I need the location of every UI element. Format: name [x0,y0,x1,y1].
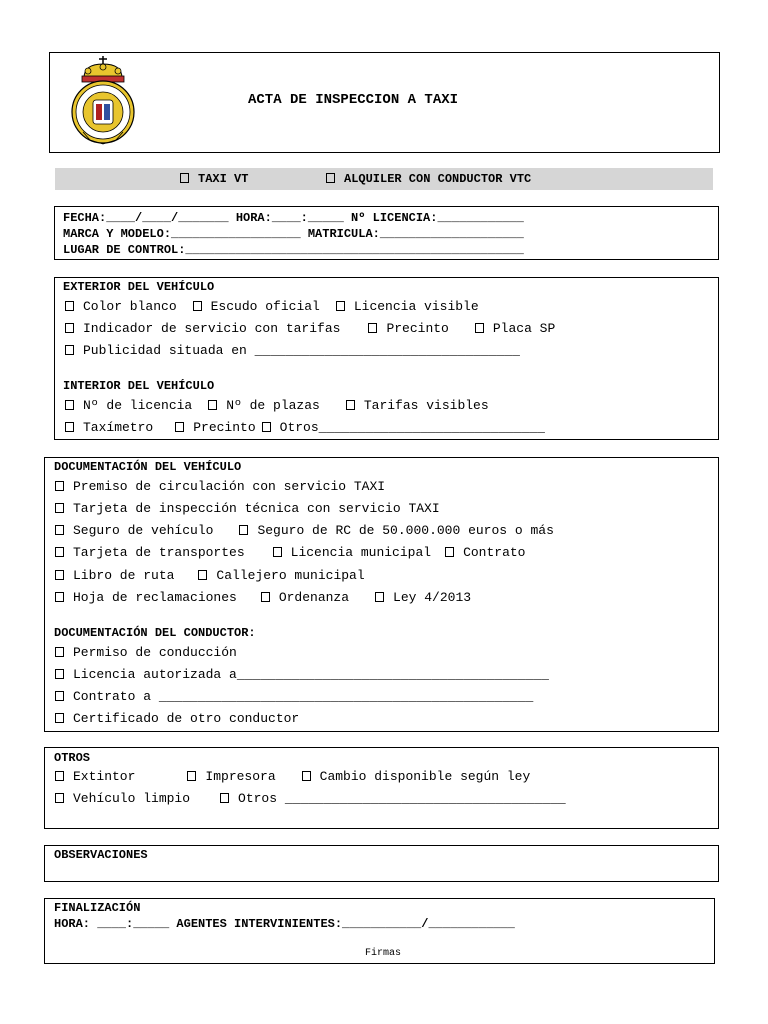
doc-vehicle-row-5: Libro de ruta Callejero municipal [55,568,365,584]
checkbox[interactable] [55,547,64,557]
checkbox[interactable] [239,525,248,535]
checkbox[interactable] [302,771,311,781]
finalization-heading: FINALIZACIÓN [54,901,141,915]
others-row-1: Extintor Impresora Cambio disponible según ley [55,769,530,785]
checkbox[interactable] [220,793,229,803]
interior-row-1: Nº de licencia Nº de plazas Tarifas visibles [65,398,489,414]
checkbox[interactable] [65,400,74,410]
doc-vehicle-heading: DOCUMENTACIÓN DEL VEHÍCULO [54,460,242,474]
checkbox[interactable] [368,323,377,333]
checkbox[interactable] [55,771,64,781]
signatures-label: Firmas [365,948,402,959]
checkbox[interactable] [326,173,335,183]
page-title: ACTA DE INSPECCION A TAXI [248,92,459,108]
checkbox[interactable] [262,422,271,432]
finalization-line[interactable]: HORA: ____:_____ AGENTES INTERVINIENTES:___________/____________ [54,917,515,931]
doc-driver-row-3: Contrato a ________________________________________________ [55,689,533,705]
doc-vehicle-row-1: Premiso de circulación con servicio TAXI [55,479,385,495]
doc-vehicle-row-3: Seguro de vehículo Seguro de RC de 50.000.000 euros o más [55,523,554,539]
exterior-heading: EXTERIOR DEL VEHÍCULO [63,280,215,294]
others-row-2: Vehículo limpio Otros ____________________________________ [55,791,566,807]
doc-driver-row-2: Licencia autorizada a________________________________________ [55,667,549,683]
checkbox[interactable] [375,592,384,602]
police-badge-logo [66,56,140,146]
checkbox[interactable] [261,592,270,602]
vtc-option[interactable]: ALQUILER CON CONDUCTOR VTC [326,171,531,187]
others-heading: OTROS [54,751,91,765]
date-time-license-line[interactable]: FECHA:____/____/_______ HORA:____:_____ Nº LICENCIA:____________ [63,211,524,225]
checkbox[interactable] [65,323,74,333]
exterior-row-2: Indicador de servicio con tarifas Precinto Placa SP [65,321,555,337]
checkbox[interactable] [336,301,345,311]
brand-plate-line[interactable]: MARCA Y MODELO:__________________ MATRICULA:____________________ [63,227,524,241]
checkbox[interactable] [55,793,64,803]
checkbox[interactable] [346,400,355,410]
checkbox[interactable] [65,422,74,432]
checkbox[interactable] [273,547,282,557]
doc-driver-heading: DOCUMENTACIÓN DEL CONDUCTOR: [54,626,256,640]
checkbox[interactable] [475,323,484,333]
exterior-row-1: Color blanco Escudo oficial Licencia visible [65,299,479,315]
observations-heading: OBSERVACIONES [54,848,148,862]
interior-row-2: Taxímetro Precinto Otros_____________________________ [65,420,545,436]
checkbox[interactable] [187,771,196,781]
checkbox[interactable] [208,400,217,410]
checkbox[interactable] [55,525,64,535]
checkbox[interactable] [55,481,64,491]
checkbox[interactable] [175,422,184,432]
doc-driver-row-4: Certificado de otro conductor [55,711,299,727]
checkbox[interactable] [65,301,74,311]
checkbox[interactable] [55,669,64,679]
doc-driver-row-1: Permiso de conducción [55,645,237,661]
checkbox[interactable] [55,713,64,723]
others-box [44,747,719,829]
checkbox[interactable] [445,547,454,557]
checkbox[interactable] [55,647,64,657]
checkbox[interactable] [55,691,64,701]
service-type-bar [55,168,713,190]
checkbox[interactable] [55,570,64,580]
doc-vehicle-row-6: Hoja de reclamaciones Ordenanza Ley 4/2013 [55,590,471,606]
checkbox[interactable] [198,570,207,580]
control-place-line[interactable]: LUGAR DE CONTROL:_______________________________________________ [63,243,524,257]
taxi-vt-option[interactable]: TAXI VT [180,171,248,187]
checkbox[interactable] [180,173,189,183]
doc-vehicle-row-2: Tarjeta de inspección técnica con servicio TAXI [55,501,440,517]
interior-heading: INTERIOR DEL VEHÍCULO [63,379,215,393]
checkbox[interactable] [193,301,202,311]
checkbox[interactable] [55,592,64,602]
checkbox[interactable] [55,503,64,513]
exterior-row-3: Publicidad situada en __________________________________ [65,343,520,359]
checkbox[interactable] [65,345,74,355]
doc-vehicle-row-4: Tarjeta de transportes Licencia municipal Contrato [55,545,526,561]
